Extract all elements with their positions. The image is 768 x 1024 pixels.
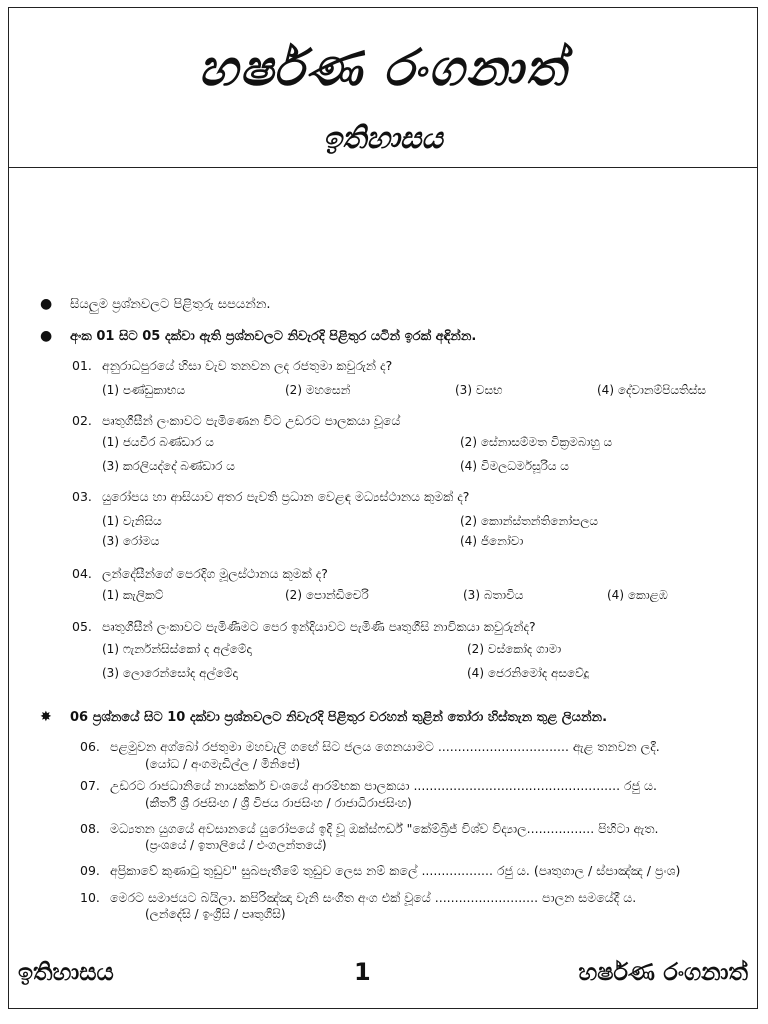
option: (2) සේනාසම්මත වික්‍රමබාහු ය [460, 435, 613, 449]
option: (2) කොන්ස්තන්තිනෝපලය [460, 514, 599, 528]
question-01 [72, 358, 392, 374]
bullet-icon: ● [40, 328, 53, 344]
subject-title: ඉතිහාසය [323, 121, 443, 156]
question-number: 09. [80, 863, 100, 878]
question-text: පළමුවන අග්බෝ රජතුමා මහවැලි ගඟේ සිට ජලය ගෙනයාමට ................................. ඇළ තනවන ලදී. [110, 739, 660, 754]
option: (3) කරලියද්දේ බණ්ඩාර ය [102, 459, 235, 473]
question-09 [80, 863, 680, 879]
question-text: අනුරාධපුරයේ හිසා වැව තනවන ලද රජතුමා කවුරුන් ද? [102, 358, 393, 373]
option: (3) ලොරෙන්සෝද අල්මේදා [102, 666, 238, 680]
page-number: 1 [354, 958, 371, 986]
question-03 [72, 489, 469, 505]
option: (1) පණ්ඩුකාභය [102, 383, 186, 397]
option: (4) ජිනෝවා [460, 534, 524, 548]
question-07 [80, 778, 657, 794]
instruction-1 [40, 296, 271, 313]
section-2-instruction [40, 709, 607, 726]
option: (3) බතාවිය [463, 588, 524, 602]
instruction-text: අංක 01 සිට 05 දක්වා ඇති ප්‍රශ්නවලට නිවැරදි පිළිතුර යටින් ඉරක් අඳින්න. [70, 329, 477, 344]
instruction-2 [40, 328, 476, 345]
footer-author: හර්ෂණ රංගනාත් [578, 958, 748, 986]
question-text: අප්‍රිකාවේ කුණාටු තුඩුව" සුබපැතීමේ තුඩුව ලෙස නම් කලේ .................. රජු ය. (පෘතුගාල / ස්පාඤ්ඤ / ප්‍රංශ) [110, 863, 681, 878]
option: (4) විමලධර්මසූරිය ය [460, 459, 569, 473]
option: (4) කොළඹ [607, 588, 668, 602]
option: (4) ජෙරනිමෝද අසවේදූ [467, 666, 590, 680]
bullet-icon: ● [40, 296, 53, 312]
answer-choices: (යෝධ / අංගමැඩිල්ල / මිනිපේ) [145, 757, 301, 771]
option: (1) කැලිකට් [102, 588, 164, 602]
option: (2) මහසෙන් [285, 383, 351, 397]
question-text: ලන්දේසීන්ගේ පෙරදිග මූලස්ථානය කුමක් ද? [102, 566, 328, 581]
answer-choices: (ලන්දේසි / ඉංග්‍රීසි / පෘතුගීසි) [145, 907, 286, 921]
answer-choices: (ප්‍රංශයේ / ඉතාලියේ / එංගලන්තයේ) [145, 838, 327, 852]
option: (3) රෝමය [102, 534, 160, 548]
author-name: හර්ෂණ රංගනාත් [198, 39, 568, 97]
option: (2) වස්කෝද ගාමා [467, 642, 562, 656]
question-text: උඩරට රාජධානියේ නායක්කර් වංශයේ ආරම්භක පාලකයා .................................................... රජු ය. [110, 778, 657, 793]
question-08 [80, 821, 659, 837]
option: (1) වැනිසිය [102, 514, 162, 528]
question-number: 02. [72, 413, 92, 428]
instruction-text: සියලුම ප්‍රශ්නවලට පිළිතුරු සපයන්න. [70, 297, 271, 312]
header-box [8, 7, 758, 168]
option: (2) පොන්ඩිචෙරි [285, 588, 369, 602]
question-06 [80, 739, 660, 755]
question-text: පෘතුගීසීන් ලංකාවට පැමිණෙන විට උඩරට පාලකයා වූයේ [102, 413, 401, 428]
bullet-icon: ✸ [40, 709, 52, 725]
question-number: 06. [80, 739, 100, 754]
option: (3) වසභ [455, 383, 503, 397]
footer-subject: ඉතිහාසය [18, 958, 114, 986]
question-number: 03. [72, 489, 92, 504]
question-text: මධ්‍යතන යුගයේ අවසානයේ යුරෝපයේ ඉදි වූ ඔක්ස්ෆර්ඩ් "කේම්බ්‍රිජ් විශ්ව විද්‍යාල................. පිහිටා ඇත. [110, 821, 659, 836]
question-number: 07. [80, 778, 100, 793]
question-text: මෙරට සමාජයට බයිලා. කපිරිඤ්ඤා වැනි සංගීත අංග එක් වූයේ .......................... පාලන සමයේදී ය. [110, 890, 637, 905]
option: (4) දේවානම්පියතිස්ස [597, 383, 707, 397]
question-04 [72, 566, 328, 582]
instruction-text: 06 ප්‍රශ්නයේ සිට 10 දක්වා ප්‍රශ්නවලට නිවැරදි පිළිතුර වරහන් තුළින් තෝරා හිස්තැන තුළ ලියන්න. [70, 710, 608, 725]
question-number: 01. [72, 358, 92, 373]
question-text: යුරෝපය හා ආසියාව අතර පැවති ප්‍රධාන වෙළඳ මධ්‍යස්ථානය කුමක් ද? [102, 489, 470, 504]
question-number: 08. [80, 821, 100, 836]
question-number: 10. [80, 890, 100, 905]
question-02 [72, 413, 400, 429]
answer-choices: (කීර්ති ශ්‍රී රජසිංහ / ශ්‍රී විජය රාජසිංහ / රාජාධිරාජසිංහ) [145, 796, 412, 810]
question-05 [72, 619, 536, 635]
question-number: 04. [72, 566, 92, 581]
question-10 [80, 890, 636, 906]
question-number: 05. [72, 619, 92, 634]
question-text: පෘතුගීසීන් ලංකාවට පැමිණීමට පෙර ඉන්දියාවට පැමිණි පෘතුගීසි නාවිකයා කවුරුන්ද? [102, 619, 536, 634]
option: (1) ෆැර්නන්සිස්කෝ ද අල්මේදා [102, 642, 252, 656]
option: (1) ජයවීර බණ්ඩාර ය [102, 435, 214, 449]
